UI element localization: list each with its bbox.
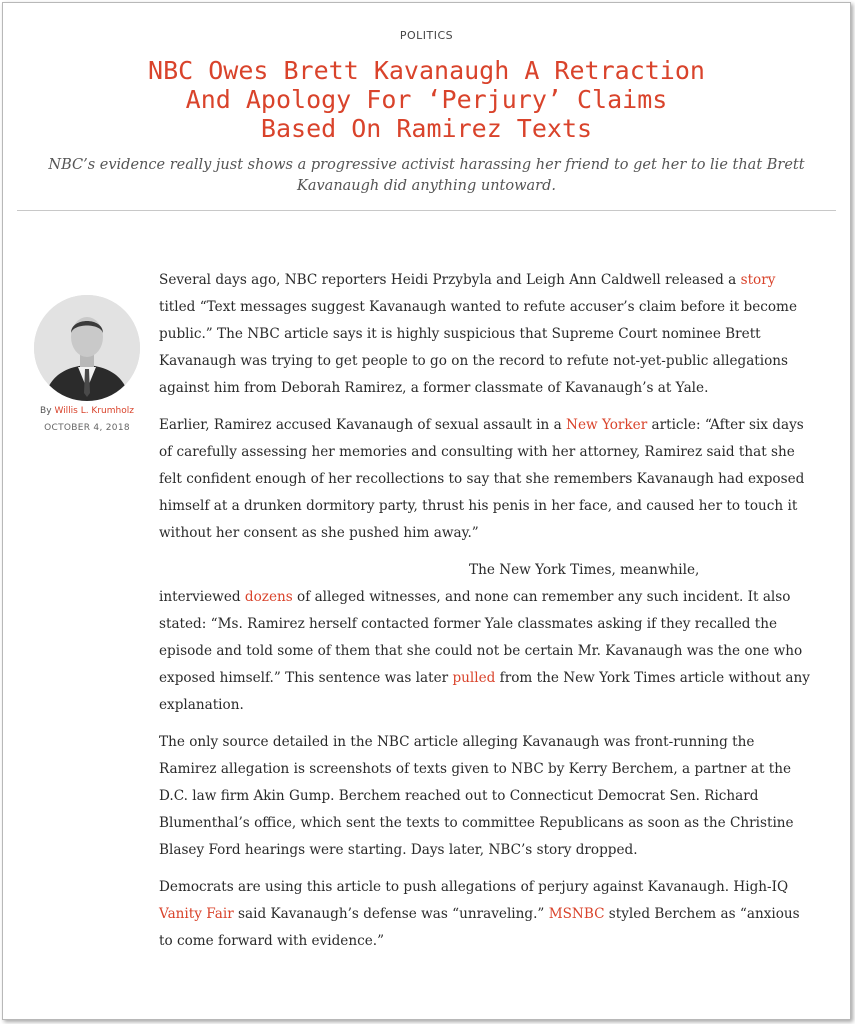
article-frame [2,2,851,1020]
paragraph-3-lead: The New York Times, meanwhile, [469,562,700,578]
story-link[interactable]: story [740,272,776,288]
divider [17,210,836,211]
text-segment: Earlier, Ramirez accused Kavanaugh of sexual assault in a [159,417,567,433]
text-segment: article: “After six days of carefully assessing her memories and consulting with her attorney, Ramirez said that she felt confident enough of her recollections to say that she remembers Kavanaugh had exposed himself at a drunken dormitory party, thrust his penis in her face, and caused her to touch it without her consent as she pushed him away.” [159,417,805,541]
pulled-link[interactable]: pulled [452,670,496,686]
author-link[interactable]: Willis L. Krumholz [54,406,134,416]
text-segment: Several days ago, NBC reporters Heidi Przybyla and Leigh Ann Caldwell released a [159,272,741,288]
author-avatar[interactable] [34,295,140,401]
text-segment: from the New York Times article without any explanation. [159,670,810,713]
text-segment: interviewed [159,589,245,605]
text-segment: of alleged witnesses, and none can remember any such incident. It also stated: “Ms. Ramirez herself contacted former Yale classmates asking if they recalled the episode and told some of them that she could not be certain Mr. Kavanaugh was the one who exposed himself.” This sentence was later [159,589,803,686]
vanity-fair-link[interactable]: Vanity Fair [159,906,234,922]
text-segment: titled “Text messages suggest Kavanaugh wanted to refute accuser’s claim before it become public.” The NBC article says it is highly suspicious that Supreme Court nominee Brett Kavanaugh was trying to get people to go on the record to refute not-yet-public allegations against him from Deborah Ramirez, a former classmate of Kavanaugh’s at Yale. [159,299,797,396]
publish-date: OCTOBER 4, 2018 [44,423,130,433]
dozens-link[interactable]: dozens [244,589,293,605]
text-segment: The only source detailed in the NBC article alleging Kavanaugh was front-running the Ramirez allegation is screenshots of texts given to NBC by Kerry Berchem, a partner at the D.C. law firm Akin Gump. Berchem reached out to Connecticut Democrat Sen. Richard Blumenthal’s office, which sent the texts to committee Republicans as soon as the Christine Blasey Ford hearings were starting. Days later, NBC’s story dropped. [159,734,794,858]
author-line [33,406,141,416]
text-segment: Democrats are using this article to push allegations of perjury against Kavanaugh. High-IQ [159,879,789,895]
new-yorker-link[interactable]: New Yorker [566,417,648,433]
msnbc-link[interactable]: MSNBC [548,906,605,922]
paragraph-3 [159,557,814,719]
author-byline [33,295,141,433]
text-segment: styled Berchem as “anxious to come forward with evidence.” [159,906,800,949]
article-title: NBC Owes Brett Kavanaugh A Retraction And Apology For ‘Perjury’ Claims Based On Ramirez Texts [148,56,705,143]
paragraph-2 [159,412,814,547]
author-photo [34,295,140,401]
category-label[interactable]: POLITICS [399,29,454,42]
author-prefix: By [40,406,52,416]
article-body [159,267,814,965]
article-subtitle: NBC’s evidence really just shows a progressive activist harassing her friend to get her to lie that Brett Kavanaugh did anything untoward. [48,157,805,194]
paragraph-5 [159,874,814,955]
paragraph-4 [159,729,814,864]
text-segment: said Kavanaugh’s defense was “unraveling.” [233,906,549,922]
paragraph-1 [159,267,814,402]
